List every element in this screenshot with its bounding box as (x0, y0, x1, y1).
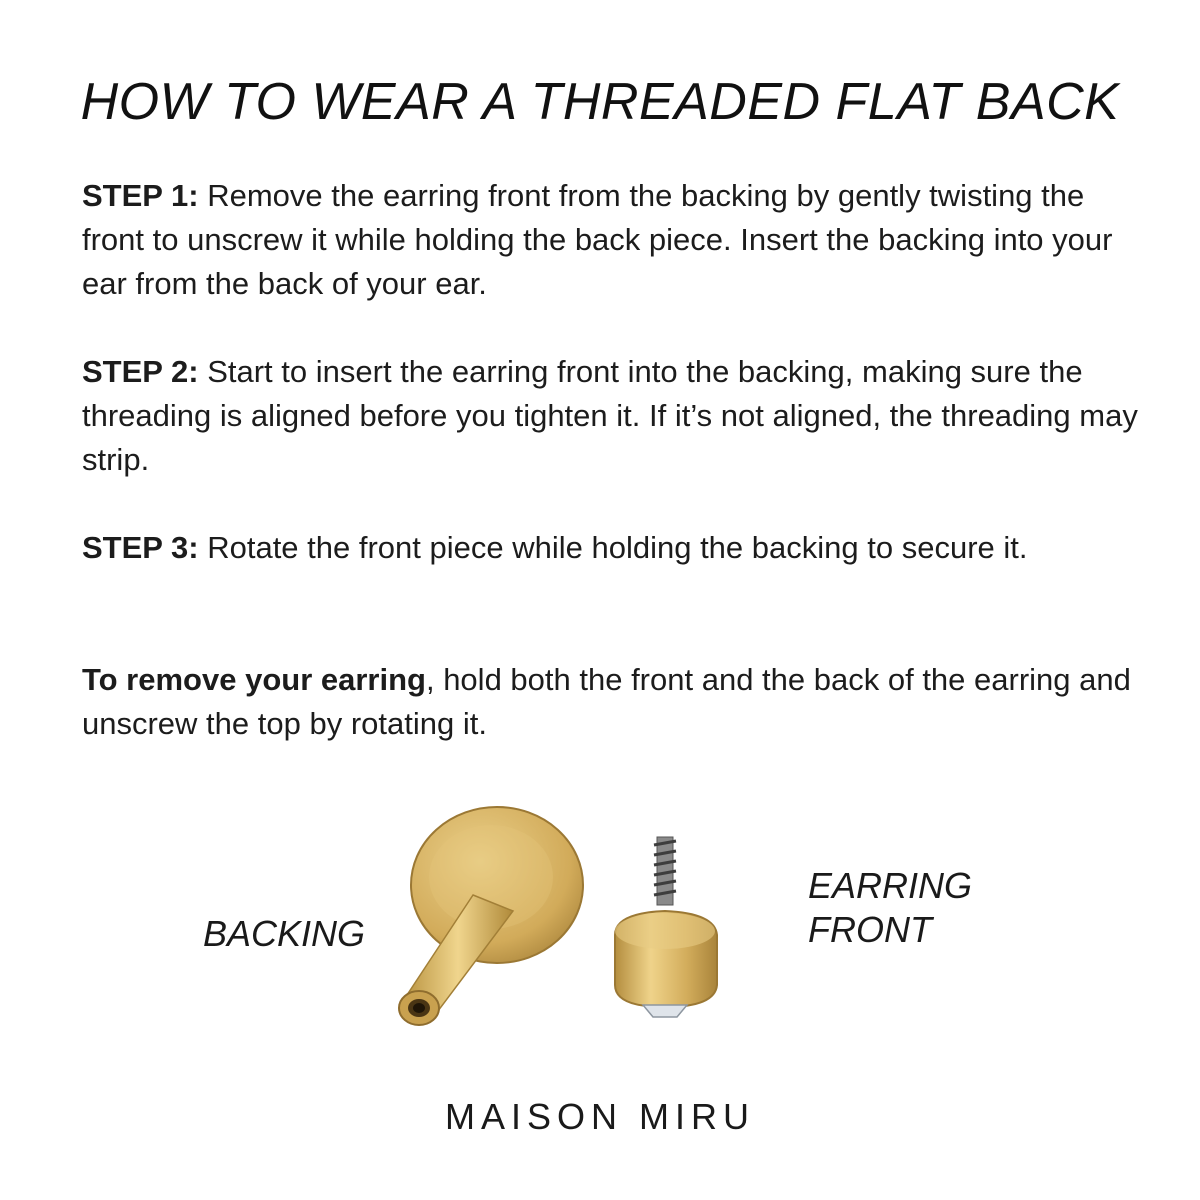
step-3-label: STEP 3: (82, 530, 199, 565)
step-1-label: STEP 1: (82, 178, 199, 213)
step-3 (82, 526, 1142, 570)
remove-label: To remove your earring (82, 662, 426, 697)
remove-instructions (82, 658, 1142, 746)
step-3-text: Rotate the front piece while holding the backing to secure it. (198, 530, 1028, 565)
brand-logo: MAISON MIRU (444, 1096, 755, 1137)
earring-front-illustration (605, 835, 765, 1025)
remove-text: , hold both the front and the back of the earring and unscrew the top by rotating it. (82, 662, 1131, 741)
earring-front-label (808, 864, 972, 952)
stone-icon (643, 1005, 687, 1017)
backing-label: BACKING (203, 913, 366, 954)
page-title: HOW TO WEAR A THREADED FLAT BACK (80, 73, 1120, 131)
step-2-label: STEP 2: (82, 354, 199, 389)
backing-illustration (395, 805, 595, 1040)
earring-front-label-line1: EARRING (808, 865, 973, 906)
step-1-text: Remove the earring front from the backing by gently twisting the front to unscrew it while holding the back piece. Insert the backing into your ear from the back of your ear. (82, 178, 1113, 301)
step-2-text: Start to insert the earring front into the backing, making sure the threading is aligned before you tighten it. If it’s not aligned, the threading may strip. (82, 354, 1138, 477)
earring-front-label-line2: FRONT (808, 909, 932, 950)
step-2 (82, 350, 1142, 482)
step-1 (82, 174, 1142, 306)
